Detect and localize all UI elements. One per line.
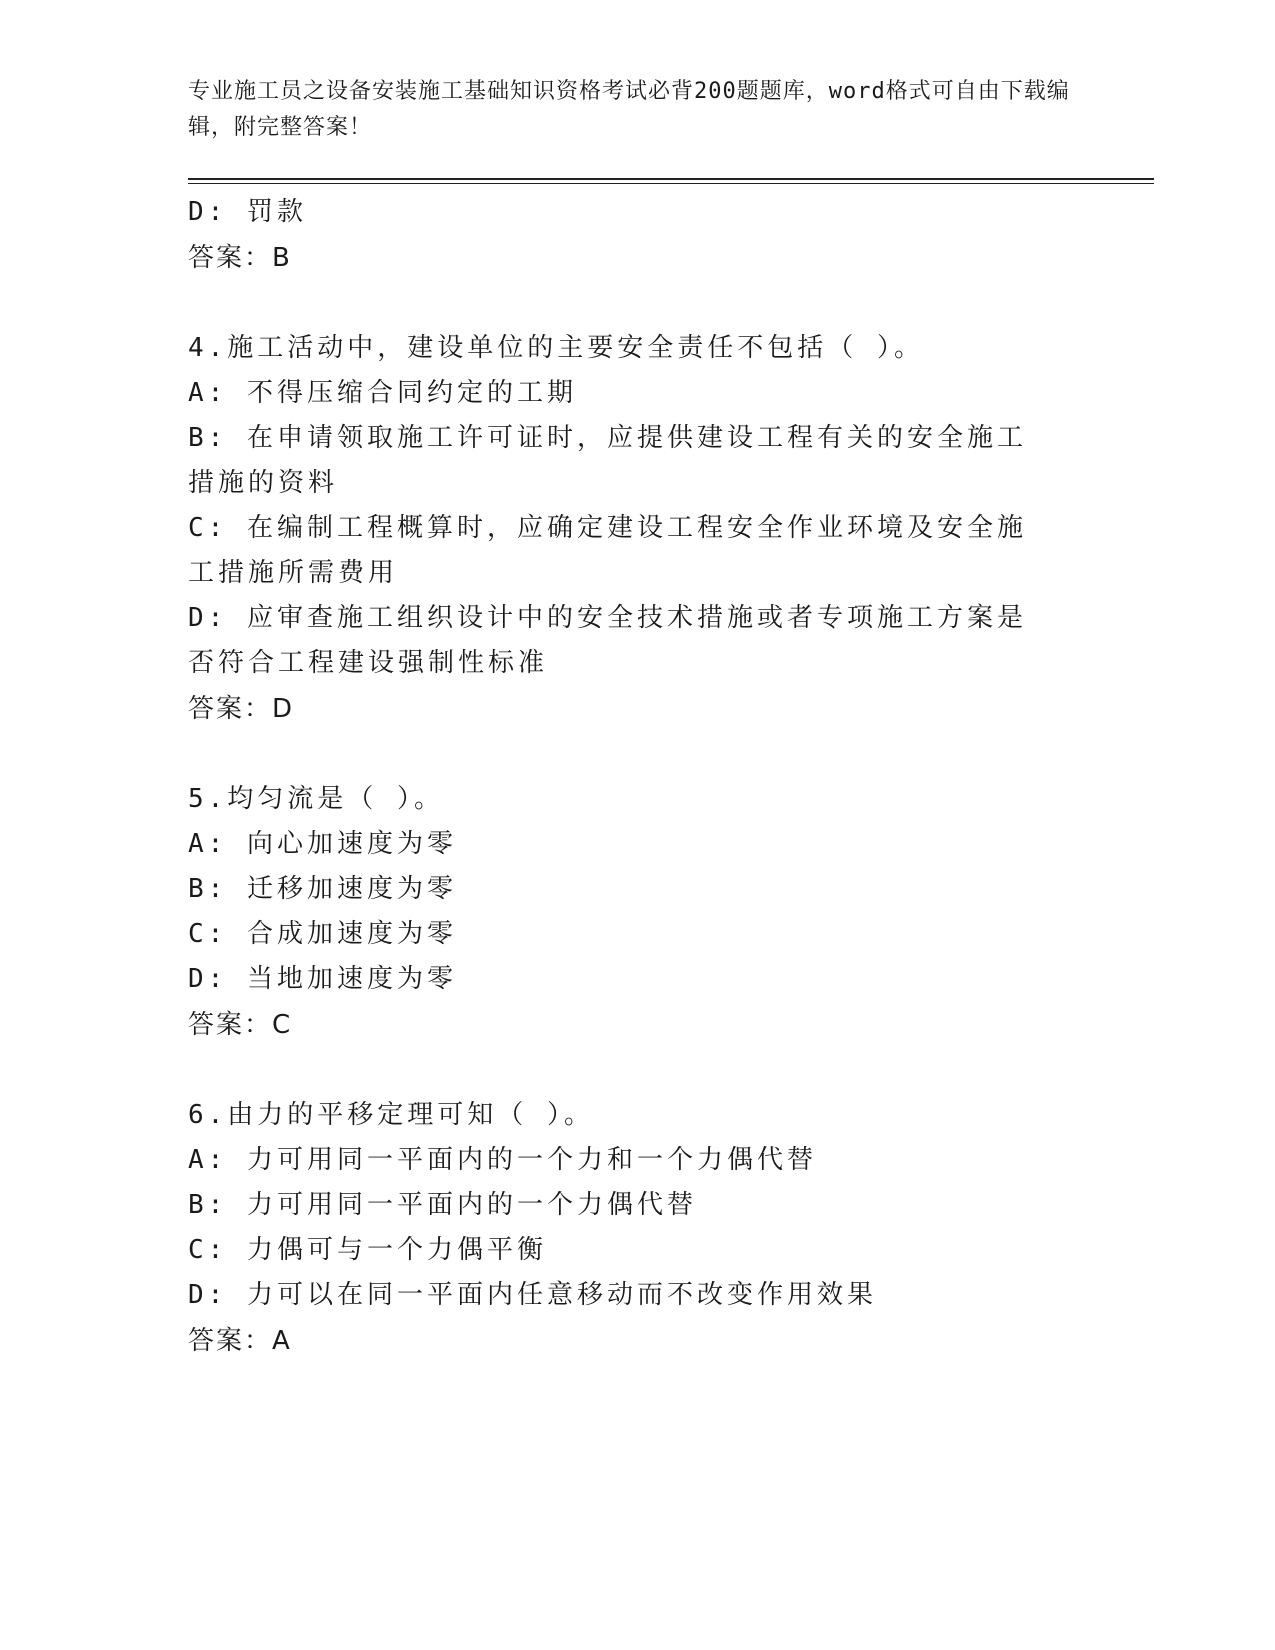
- option-c: C: 在编制工程概算时，应确定建设工程安全作业环境及安全施工措施所需费用: [188, 513, 1027, 588]
- document-content: [188, 190, 1088, 1364]
- option-b: B: 迁移加速度为零: [188, 874, 457, 904]
- answer-line: 答案：A: [188, 1326, 292, 1356]
- option-d: D: 当地加速度为零: [188, 964, 457, 994]
- spacer: [188, 732, 1088, 777]
- question-stem: 6.由力的平移定理可知（ ）。: [188, 1100, 594, 1130]
- option-d: D: 罚款: [188, 197, 307, 227]
- option-a: A: 力可用同一平面内的一个力和一个力偶代替: [188, 1145, 817, 1175]
- option-d: D: 应审查施工组织设计中的安全技术措施或者专项施工方案是否符合工程建设强制性标准: [188, 603, 1027, 678]
- question-5: [188, 777, 1088, 1048]
- header-divider-thin: [188, 183, 1154, 184]
- option-c: C: 力偶可与一个力偶平衡: [188, 1235, 547, 1265]
- option-c: C: 合成加速度为零: [188, 919, 457, 949]
- answer-line: 答案：D: [188, 694, 295, 724]
- question-6: [188, 1093, 1088, 1364]
- header-divider-thick: [188, 178, 1154, 180]
- answer-line: 答案：B: [188, 243, 292, 273]
- previous-question-tail: [188, 190, 1088, 281]
- option-b: B: 力可用同一平面内的一个力偶代替: [188, 1190, 697, 1220]
- document-header: 专业施工员之设备安装施工基础知识资格考试必背200题题库，word格式可自由下载编辑，附完整答案！: [188, 79, 1070, 140]
- answer-line: 答案：C: [188, 1010, 293, 1040]
- question-stem: 5.均匀流是（ ）。: [188, 784, 444, 814]
- spacer: [188, 281, 1088, 326]
- option-d: D: 力可以在同一平面内任意移动而不改变作用效果: [188, 1280, 877, 1310]
- question-stem: 4.施工活动中，建设单位的主要安全责任不包括（ ）。: [188, 333, 924, 363]
- option-a: A: 不得压缩合同约定的工期: [188, 378, 577, 408]
- option-a: A: 向心加速度为零: [188, 829, 457, 859]
- question-4: [188, 326, 1088, 732]
- option-b: B: 在申请领取施工许可证时，应提供建设工程有关的安全施工措施的资料: [188, 423, 1027, 498]
- spacer: [188, 1048, 1088, 1093]
